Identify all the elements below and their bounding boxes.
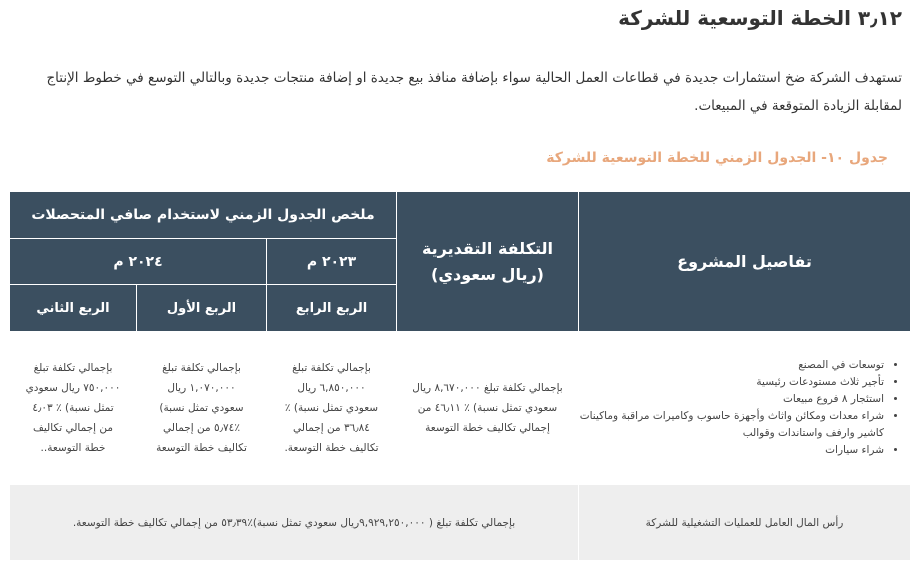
header-project-details: تفاصيل المشروع xyxy=(579,192,911,332)
intro-paragraph: تستهدف الشركة ضخ استثمارات جديدة في قطاعات العمل الحالية سواء بإضافة منافذ بيع جديدة او إضافة منتجات جديدة وبالتالي التوسع في خطوط الإنتاج لمقابلة الزيادة المتوقعة في المبيعات. xyxy=(46,70,902,114)
q1-cost-cell: بإجمالي تكلفة تبلغ ١,٠٧٠,٠٠٠ ريال سعودي تمثل نسبة) ٪٥٫٧٤ من إجمالي تكاليف خطة التوسعة xyxy=(137,332,267,485)
expansion-schedule-table xyxy=(9,191,911,561)
header-q2: الربع الثاني xyxy=(10,285,137,332)
working-capital-cost: بإجمالي تكلفة تبلغ ( ٩,٩٢٩,٢٥٠,٠٠٠ريال سعودي تمثل نسبة)٪٥٣٫٣٩ من إجمالي تكاليف خطة التوسعة. xyxy=(10,485,579,561)
project-item: • شراء سيارات xyxy=(579,442,884,459)
project-item: • تأجير ثلاث مستودعات رئيسية xyxy=(579,374,884,391)
header-year-2023: ٢٠٢٣ م xyxy=(267,239,397,285)
project-item: • استئجار ٨ فروع مبيعات xyxy=(579,391,884,408)
header-cost-line1: التكلفة التقديرية xyxy=(421,238,554,258)
table-caption: جدول ١٠- الجدول الزمني للخطة التوسعية للشركة xyxy=(546,150,888,166)
section-heading: ٣٫١٢ الخطة التوسعية للشركة xyxy=(618,6,902,30)
project-items-list xyxy=(579,357,902,459)
header-q4: الربع الرابع xyxy=(267,285,397,332)
project-details-cell xyxy=(579,332,911,485)
header-estimated-cost xyxy=(397,192,579,332)
header-q1: الربع الأول xyxy=(137,285,267,332)
project-item: • توسعات في المصنع xyxy=(579,357,884,374)
working-capital-label: رأس المال العامل للعمليات التشغيلية للشركة xyxy=(579,485,911,561)
header-year-2024: ٢٠٢٤ م xyxy=(10,239,267,285)
estimated-cost-cell: بإجمالي تكلفة تبلغ ٨,٦٧٠,٠٠٠ ريال سعودي تمثل نسبة) ٪ ٤٦٫١١ من إجمالي تكاليف خطة التوسعة xyxy=(397,332,579,485)
header-cost-line2: (ريال سعودي) xyxy=(431,264,544,284)
project-item: • شراء معدات ومكائن واثاث وأجهزة حاسوب وكاميرات مراقبة وماكينات كاشير وارفف واستاندات وقوالب xyxy=(579,408,884,442)
header-schedule-summary: ملخص الجدول الزمني لاستخدام صافي المتحصلات xyxy=(10,192,397,239)
q2-cost-cell: بإجمالي تكلفة تبلغ ٧٥٠,٠٠٠ ريال سعودي تمثل نسبة) ٪ ٤٫٠٣ من إجمالي تكاليف خطة التوسعة.. xyxy=(10,332,137,485)
q4-cost-cell: بإجمالي تكلفة تبلغ ٦,٨٥٠,٠٠٠ ريال سعودي تمثل نسبة) ٪ ٣٦٫٨٤ من إجمالي تكاليف خطة التوسعة. xyxy=(267,332,397,485)
